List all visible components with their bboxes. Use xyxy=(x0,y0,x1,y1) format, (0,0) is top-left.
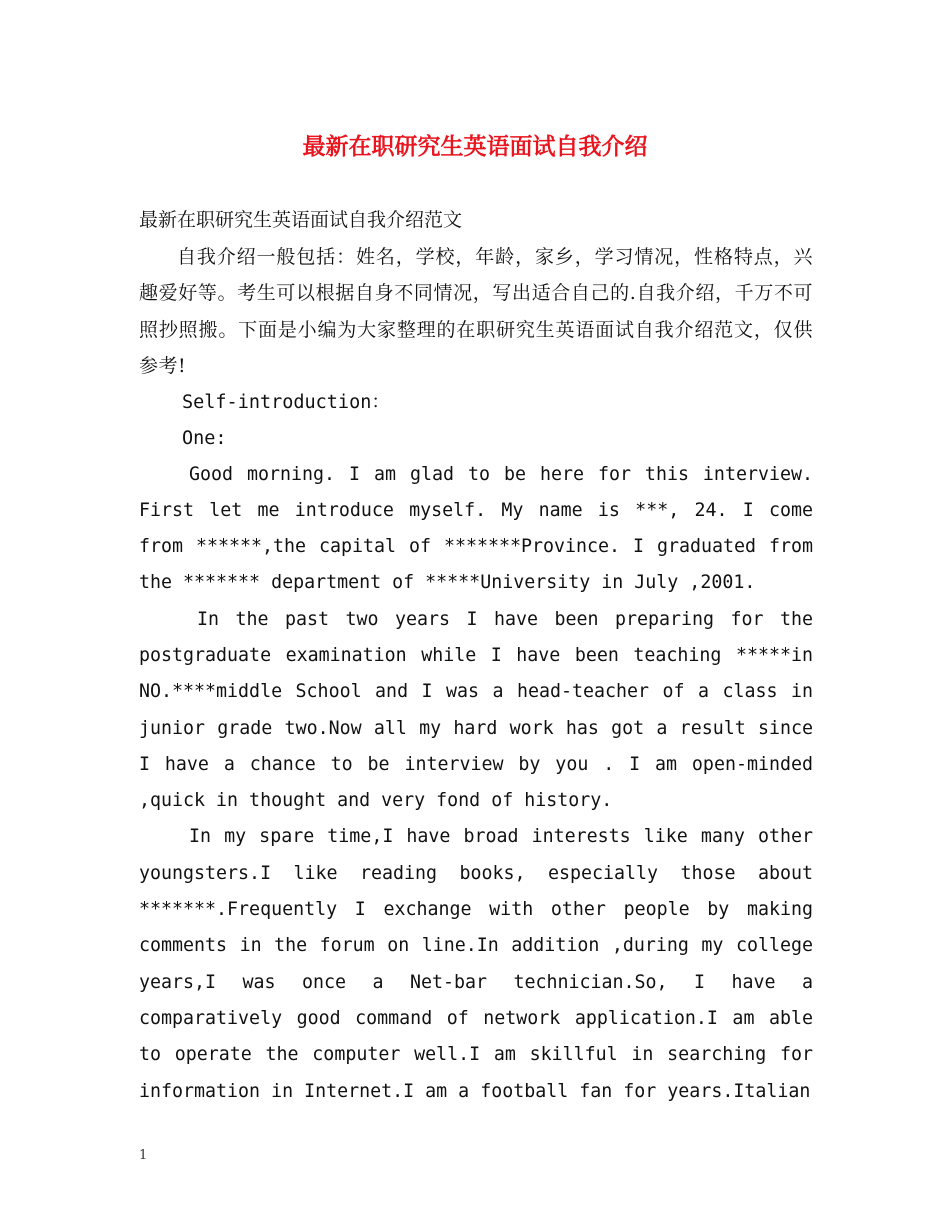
document-subtitle: 最新在职研究生英语面试自我介绍范文 xyxy=(139,209,463,231)
document-body xyxy=(139,202,813,1110)
body-paragraph-1: Good morning. I am glad to be here for this interview. First let me introduce myself. My name is ***, 24. I come from ******,the capital of *******Province. I graduated from the ******* department of *****University in July ,2001. xyxy=(139,463,813,594)
body-paragraph-3: In my spare time,I have broad interests like many other youngsters.I like reading books, especially those about *******.Frequently I exchange with other people by making comments in the forum on line.In addition ,during my college years,I was once a Net-bar technician.So, I have a comparatively good command of network application.I am able to operate the computer well.I am skillful in searching for information in Internet.I am a football fan for years.Italian xyxy=(139,826,813,1102)
intro-paragraph: 自我介绍一般包括：姓名，学校，年龄，家乡，学习情况，性格特点，兴趣爱好等。考生可以根据自身不同情况，写出适合自己的.自我介绍，千万不可照抄照搬。下面是小编为大家整理的在职研究生英语面试自我介绍范文，仅供参考! xyxy=(139,245,813,377)
page-number: 1 xyxy=(139,1148,148,1163)
document-title: 最新在职研究生英语面试自我介绍 xyxy=(302,133,648,160)
item-label: One: xyxy=(182,427,227,449)
body-paragraph-2: In the past two years I have been preparing for the postgraduate examination while I have been teaching *****in NO.****middle School and I was a head-teacher of a class in junior grade two.Now all my hard work has got a result since I have a chance to be interview by you . I am open-minded ,quick in thought and very fond of history. xyxy=(139,608,813,812)
section-label: Self-introduction： xyxy=(182,391,390,413)
